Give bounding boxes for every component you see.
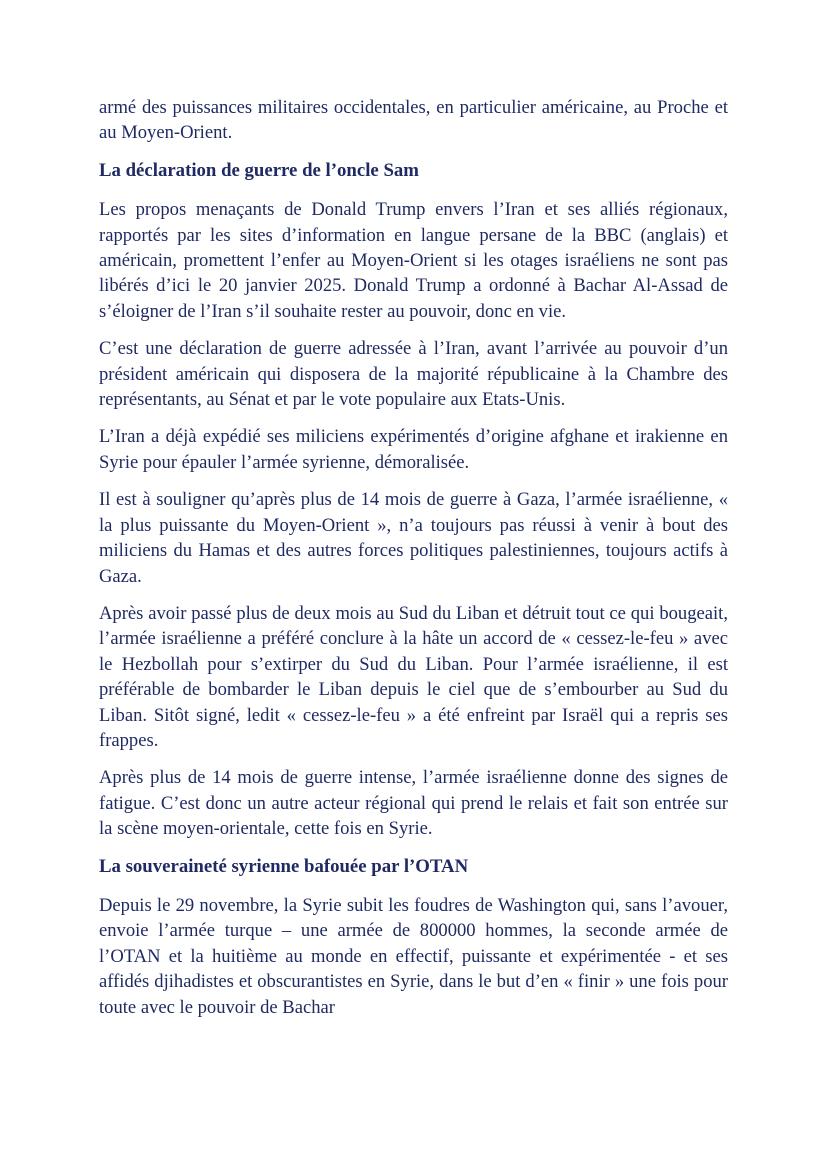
paragraph-syria-turkey: Depuis le 29 novembre, la Syrie subit les foudres de Washington qui, sans l’avouer, envoie l’armée turque – une armée de 800000 hommes, la seconde armée de l’OTAN et la huitième au monde en effectif, puissante et expérimentée - et ses affidés djihadistes et obscurantistes en Syrie, dans le but d’en « finir » une fois pour toute avec le pouvoir de Bachar	[99, 894, 728, 1018]
section-heading-syrian-sovereignty: La souveraineté syrienne bafouée par l’OTAN	[99, 855, 469, 877]
paragraph-trump-threats: Les propos menaçants de Donald Trump envers l’Iran et ses alliés régionaux, rapportés par les sites d’information en langue persane de la BBC (anglais) et américain, promettent l’enfer au Moyen-Orient si les otages israéliens ne sont pas libérés d’ici le 20 janvier 2025. Donald Trump a ordonné à Bachar Al-Assad de s’éloigner de l’Iran s’il souhaite rester au pouvoir, donc en vie.	[99, 199, 728, 322]
paragraph-fatigue: Après plus de 14 mois de guerre intense, l’armée israélienne donne des signes de fatigue. C’est donc un autre acteur régional qui prend le relais et fait son entrée sur la scène moyen-orientale, cette fois en Syrie.	[99, 767, 728, 840]
paragraph-war-declaration: C’est une déclaration de guerre adressée à l’Iran, avant l’arrivée au pouvoir d’un président américain qui disposera de la majorité républicaine à la Chambre des représentants, au Sénat et par le vote populaire aux Etats-Unis.	[99, 338, 728, 411]
paragraph-gaza-war: Il est à souligner qu’après plus de 14 mois de guerre à Gaza, l’armée israélienne, « la plus puissante du Moyen-Orient », n’a toujours pas réussi à venir à bout des miliciens du Hamas et des autres forces politiques palestiniennes, toujours actifs à Gaza.	[99, 489, 728, 587]
section-heading-oncle-sam: La déclaration de guerre de l’oncle Sam	[99, 159, 419, 181]
paragraph-iran-militias: L’Iran a déjà expédié ses miliciens expérimentés d’origine afghane et irakienne en Syrie pour épauler l’armée syrienne, démoralisée.	[99, 426, 728, 473]
paragraph-continuation: armé des puissances militaires occidentales, en particulier américaine, au Proche et au Moyen-Orient.	[99, 97, 728, 144]
paragraph-south-lebanon: Après avoir passé plus de deux mois au Sud du Liban et détruit tout ce qui bougeait, l’armée israélienne a préféré conclure à la hâte un accord de « cessez-le-feu » avec le Hezbollah pour s’extirper du Sud du Liban. Pour l’armée israélienne, il est préférable de bombarder le Liban depuis le ciel que de s’embourber au Sud du Liban. Sitôt signé, ledit « cessez-le-feu » a été enfreint par Israël qui a repris ses frappes.	[99, 602, 728, 751]
document-page	[99, 95, 728, 1020]
